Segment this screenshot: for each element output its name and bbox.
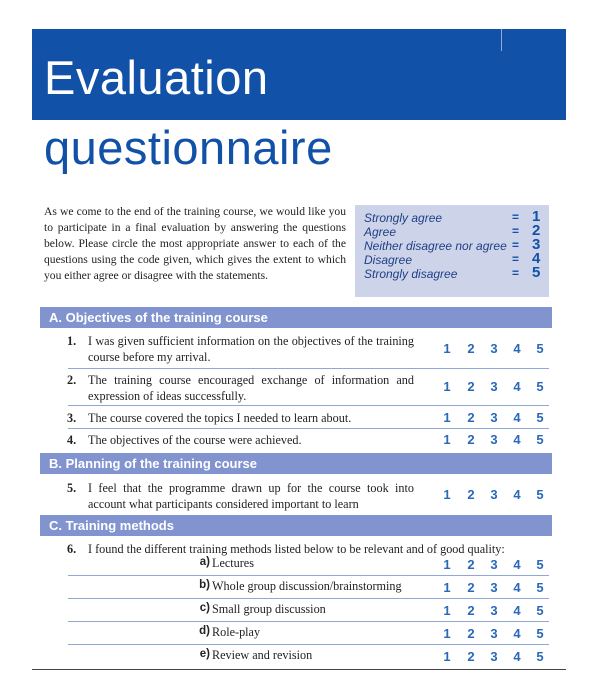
section-title: B. Planning of the training course [49, 456, 258, 471]
intro-paragraph: As we come to the end of the training course, we would like you to participate in a final evaluation by answering the questions below. Please circle the most appropriate answer to each of the questions using the code given, which gives the extent to which you either agree or disagree with the statements. [44, 205, 346, 282]
section-title: A. Objectives of the training course [49, 310, 268, 325]
rating-option-2[interactable]: 2 [467, 341, 475, 356]
section-b-header [40, 453, 552, 474]
rating-option-3[interactable]: 3 [490, 379, 498, 394]
method-row-b [40, 576, 552, 599]
question-1 [40, 333, 552, 365]
legend-code: 4 [532, 250, 541, 267]
rating-option-1[interactable]: 1 [443, 649, 451, 664]
legend-equals: = [512, 252, 520, 266]
question-number: 3. [67, 411, 77, 425]
method-letter: c) [199, 602, 210, 614]
rating-option-5[interactable]: 5 [536, 580, 544, 595]
legend-code: 2 [532, 222, 541, 239]
question-text: The objectives of the course were achieved. [88, 433, 302, 447]
rating-option-3[interactable]: 3 [490, 626, 498, 641]
legend-label: Neither disagree nor agree [364, 239, 507, 253]
section-c-header [40, 515, 552, 536]
page-bottom-rule [32, 669, 566, 670]
rating-option-2[interactable]: 2 [467, 487, 475, 502]
rating-option-3[interactable]: 3 [490, 410, 498, 425]
rating-option-2[interactable]: 2 [467, 626, 475, 641]
question-text: I was given sufficient information on the objectives of the training course before my arrival. [88, 334, 414, 364]
legend-equals: = [512, 224, 520, 238]
rating-option-2[interactable]: 2 [467, 379, 475, 394]
question-2 [40, 372, 552, 404]
row-divider [68, 405, 549, 406]
rating-option-3[interactable]: 3 [490, 487, 498, 502]
rating-option-3[interactable]: 3 [490, 557, 498, 572]
rating-option-4[interactable]: 4 [513, 649, 521, 664]
rating-legend [355, 205, 549, 297]
method-row-a [40, 553, 552, 576]
method-row-d [40, 622, 552, 645]
row-divider [68, 428, 549, 429]
question-text: The training course encouraged exchange of information and expression of ideas successfully. [88, 373, 414, 403]
question-text: The course covered the topics I needed to learn about. [88, 411, 352, 425]
rating-option-1[interactable]: 1 [443, 410, 451, 425]
question-3 [40, 410, 552, 426]
page-subtitle: questionnaire [44, 121, 333, 174]
question-text: I found the different training methods listed below to be relevant and of good quality: [88, 542, 505, 556]
rating-option-2[interactable]: 2 [467, 603, 475, 618]
method-text: Role-play [212, 625, 261, 639]
rating-option-2[interactable]: 2 [467, 432, 475, 447]
rating-option-4[interactable]: 4 [513, 626, 521, 641]
rating-option-4[interactable]: 4 [513, 410, 521, 425]
method-letter: d) [199, 625, 210, 637]
rating-option-5[interactable]: 5 [536, 603, 544, 618]
legend-label: Strongly agree [364, 211, 443, 225]
section-title: C. Training methods [49, 518, 174, 533]
question-text: I feel that the programme drawn up for the course took into account what participants considered important to learn [88, 481, 414, 511]
banner-divider [501, 29, 502, 51]
rating-option-1[interactable]: 1 [443, 341, 451, 356]
method-row-e [40, 645, 552, 668]
rating-option-5[interactable]: 5 [536, 432, 544, 447]
legend-label: Strongly disagree [364, 267, 458, 281]
rating-option-4[interactable]: 4 [513, 487, 521, 502]
question-number: 2. [67, 373, 77, 387]
rating-option-1[interactable]: 1 [443, 379, 451, 394]
legend-label: Agree [364, 225, 397, 239]
rating-option-4[interactable]: 4 [513, 341, 521, 356]
method-text: Whole group discussion/brainstorming [212, 579, 402, 593]
rating-option-5[interactable]: 5 [536, 557, 544, 572]
page-title: Evaluation [44, 51, 269, 104]
legend-equals: = [512, 210, 520, 224]
row-divider [68, 368, 549, 369]
rating-option-2[interactable]: 2 [467, 580, 475, 595]
legend-equals: = [512, 266, 520, 280]
question-4 [40, 432, 552, 448]
rating-option-5[interactable]: 5 [536, 487, 544, 502]
rating-option-5[interactable]: 5 [536, 626, 544, 641]
legend-label: Disagree [364, 253, 413, 267]
rating-option-5[interactable]: 5 [536, 341, 544, 356]
method-text: Lectures [212, 556, 254, 570]
question-number: 4. [67, 433, 77, 447]
rating-option-1[interactable]: 1 [443, 487, 451, 502]
rating-option-1[interactable]: 1 [443, 626, 451, 641]
rating-option-4[interactable]: 4 [513, 432, 521, 447]
rating-option-5[interactable]: 5 [536, 410, 544, 425]
rating-option-4[interactable]: 4 [513, 557, 521, 572]
legend-code: 3 [532, 236, 541, 253]
rating-option-1[interactable]: 1 [443, 557, 451, 572]
method-letter: e) [199, 648, 210, 660]
rating-option-5[interactable]: 5 [536, 379, 544, 394]
rating-option-3[interactable]: 3 [490, 603, 498, 618]
rating-option-3[interactable]: 3 [490, 341, 498, 356]
rating-option-2[interactable]: 2 [467, 557, 475, 572]
rating-option-4[interactable]: 4 [513, 379, 521, 394]
rating-option-1[interactable]: 1 [443, 580, 451, 595]
legend-code: 1 [532, 208, 541, 225]
rating-option-4[interactable]: 4 [513, 603, 521, 618]
method-letter: a) [199, 556, 210, 568]
rating-option-1[interactable]: 1 [443, 603, 451, 618]
question-5 [40, 480, 552, 512]
section-a-header [40, 307, 552, 328]
question-number: 5. [67, 481, 77, 495]
legend-equals: = [512, 238, 520, 252]
legend-row [364, 264, 544, 282]
question-number: 6. [67, 542, 77, 556]
rating-option-3[interactable]: 3 [490, 432, 498, 447]
rating-option-1[interactable]: 1 [443, 432, 451, 447]
method-row-c [40, 599, 552, 622]
rating-option-3[interactable]: 3 [490, 580, 498, 595]
method-text: Review and revision [212, 648, 313, 662]
rating-option-3[interactable]: 3 [490, 649, 498, 664]
method-letter: b) [199, 579, 210, 591]
legend-code: 5 [532, 264, 541, 281]
rating-option-2[interactable]: 2 [467, 410, 475, 425]
rating-option-5[interactable]: 5 [536, 649, 544, 664]
question-number: 1. [67, 334, 77, 348]
rating-option-2[interactable]: 2 [467, 649, 475, 664]
method-text: Small group discussion [212, 602, 326, 616]
rating-option-4[interactable]: 4 [513, 580, 521, 595]
